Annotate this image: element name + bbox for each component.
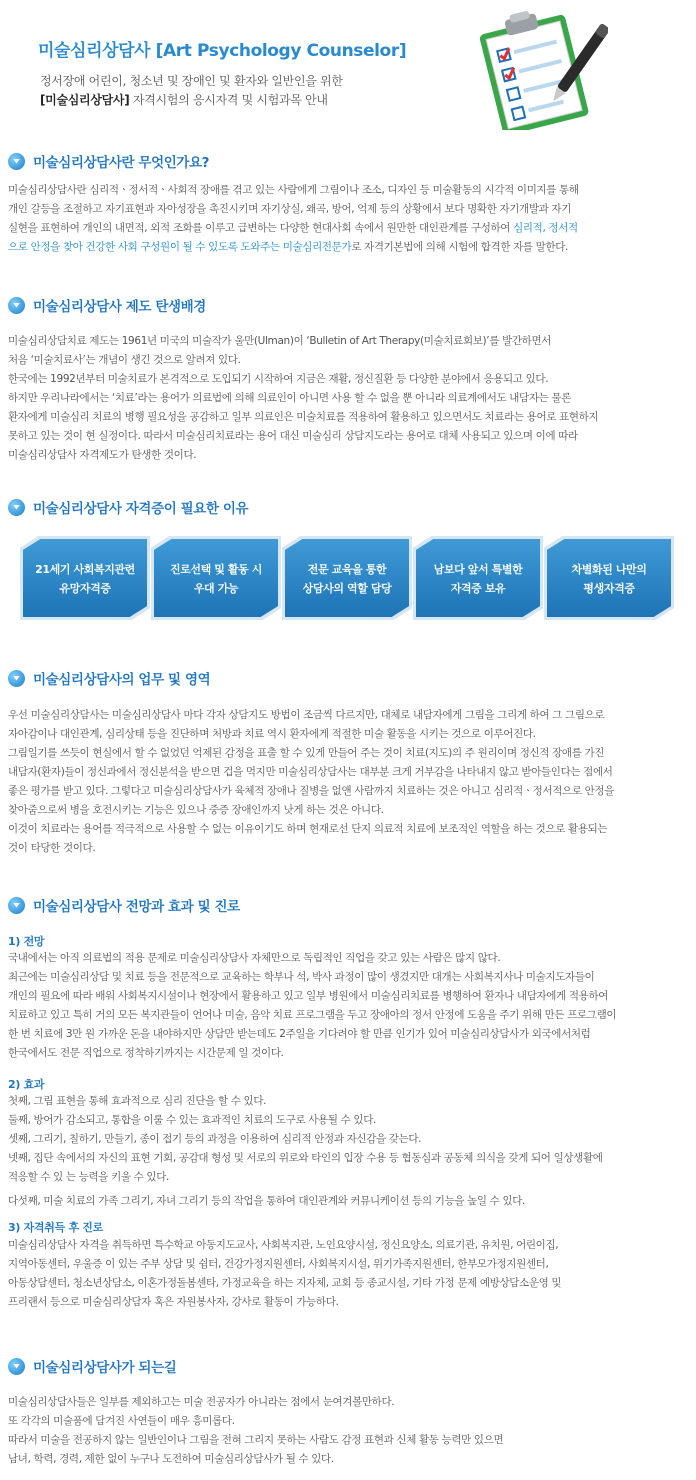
reason-card-line: 자격증 보유 [450, 582, 506, 595]
text-line: 미술심리상담사 자격을 취득하면 특수학교 아동지도교사, 사회복지관, 노인요양시설, 정신요양소, 의료기관, 유치원, 어린이집, [8, 1239, 559, 1251]
text-line [8, 238, 690, 257]
section-header-work [8, 668, 210, 688]
text-line: 또 각각의 미술품에 담겨진 사연들이 매우 흥미롭다. [8, 1415, 235, 1427]
reason-card [151, 536, 281, 620]
subtitle-bold-label: [미술심리상담사] [40, 93, 130, 107]
section-header-reasons [8, 497, 248, 517]
reason-card [544, 536, 674, 620]
section-header-what [8, 151, 209, 171]
text-line: 한국에는 1992년부터 미술치료가 본격적으로 도입되기 시작하여 지금은 재활, 정신질환 등 다양한 분야에서 응용되고 있다. [8, 373, 549, 385]
subsection-body-outlook [8, 949, 690, 1063]
text-line: 하지만 우리나라에서는 ‘치료’라는 용어가 의료법에 의해 의료인이 아니면 사용 할 수 없을 뿐 아니라 의료계에서도 내담자는 물론 [8, 392, 572, 404]
reason-card-line: 차별화된 나만의 [571, 563, 647, 576]
text-line: 미술심리상담사들은 일부를 제외하고는 미술 전공자가 아니라는 점에서 눈여겨볼만하다. [8, 1396, 395, 1408]
reason-card-line: 남보다 앞서 특별한 [433, 563, 523, 576]
subtitle-rest: 자격시험의 응시자격 및 시험과목 안내 [129, 93, 328, 107]
text-line: 개인 갈등을 조절하고 자기표현과 자아성장을 촉진시키며 자기상실, 왜곡, 방어, 억제 등의 상황에서 보다 명확한 자기개발과 자기 [8, 203, 572, 215]
section-body-work [8, 706, 690, 858]
section-title: 미술심리상담사란 무엇인가요? [33, 155, 210, 171]
text-line: 미술심리상담사 자격제도가 탄생한 것이다. [8, 449, 197, 461]
subsection-title: 2) 효과 [8, 1078, 45, 1091]
text-line: 처음 ‘미술치료사’는 개념이 생긴 것으로 알려져 있다. [8, 354, 241, 366]
section-header-background [8, 295, 206, 315]
subsection-body-effects [8, 1092, 690, 1211]
text-line: 그림일기를 쓰듯이 현실에서 할 수 없었던 억제된 감정을 표출 할 수 있게 만들어 주는 것이 치료(지도)의 주 원리이며 정신적 장애를 가진 [8, 747, 605, 759]
section-title: 미술심리상담사의 업무 및 영역 [33, 672, 211, 688]
section-title: 미술심리상담사 제도 탄생배경 [33, 299, 206, 315]
text-line: 미술심리상담사란 심리적ㆍ정서적ㆍ사회적 장애를 겪고 있는 사람에게 그림이나 조소, 디자인 등 미술활동의 시각적 이미지를 통해 [8, 184, 579, 196]
reason-card-line: 진로선택 및 활동 시 [169, 563, 263, 576]
text-line: 따라서 미술을 전공하지 않는 일반인이나 그림을 전혀 그리지 못하는 사람도 감정 표현과 신체 활동 능력만 있으면 [8, 1434, 504, 1446]
text-line: 둘째, 방어가 감소되고, 통합을 이룰 수 있는 효과적인 치료의 도구로 사용될 수 있다. [8, 1114, 376, 1126]
highlight-text: 심리적, 정서적 [513, 222, 578, 234]
text-line: 적응할 수 있 는 능력을 키울 수 있다. [8, 1171, 170, 1183]
text-line: 다섯째, 미술 치료의 가족 그리기, 자녀 그리기 등의 작업을 통하여 대인관계와 커뮤니케이션 등의 기능을 높일 수 있다. [8, 1195, 526, 1207]
text-line [8, 219, 690, 238]
text-line: 프리랜서 등으로 미술심리상담자 혹은 자원봉사자, 강사로 활동이 가능하다. [8, 1296, 339, 1308]
text-line: 것이 타당한 것이다. [8, 842, 96, 854]
section-body-path [8, 1393, 690, 1469]
page-header [0, 0, 696, 130]
section-header-outlook [8, 895, 240, 915]
reason-card-line: 상담사의 역할 담당 [302, 582, 392, 595]
text-line: 못하고 있는 것이 현 실정이다. 따라서 미술심리치료라는 용어 대신 미술심리 상담지도라는 용어로 대체 사용되고 있으며 이에 따라 [8, 430, 578, 442]
subsection-title: 3) 자격취득 후 진로 [8, 1221, 103, 1234]
text-line: 한국에서도 전문 직업으로 정착하기까지는 시간문제 일 것이다. [8, 1047, 284, 1059]
text-segment: 실현을 표현하여 개인의 내면적, 외적 조화를 이루고 급변하는 다양한 현대사회 속에서 원만한 대인관계를 구성하여 [8, 222, 514, 234]
reason-card-line: 우대 가능 [193, 582, 239, 595]
highlight-text: 으로 안정을 찾아 건강한 사회 구성원이 될 수 있도록 도와주는 미술심리전문가 [8, 241, 352, 253]
section-bullet-icon [8, 153, 25, 170]
text-line: 넷째, 집단 속에서의 자신의 표현 기회, 공감대 형성 및 서로의 위로와 타인의 입장 수용 등 협동심과 공동체 의식을 갖게 되어 일상생활에 [8, 1152, 603, 1164]
text-line: 첫째, 그림 표현을 통해 효과적으로 심리 진단을 할 수 있다. [8, 1095, 267, 1107]
section-title: 미술심리상담사가 되는길 [33, 1360, 177, 1376]
text-line: 셋째, 그리기, 칠하기, 만들기, 종이 접기 등의 과정을 이용하여 심리적 안정과 자신감을 갖는다. [8, 1133, 422, 1145]
section-bullet-icon [8, 499, 25, 516]
reason-card [413, 536, 543, 620]
page-title: 미술심리상담사 [Art Psychology Counselor] [38, 41, 407, 61]
section-bullet-icon [8, 1358, 25, 1375]
reason-card-line: 21세기 사회복지관련 [35, 563, 135, 576]
page-subtitle-line2 [40, 91, 328, 108]
text-line: 자아감이나 대인관계, 심리상태 등을 진단하며 처방과 치료 역시 환자에게 적절한 미술 활동을 시키는 것으로 이루어진다. [8, 728, 536, 740]
subsection-body-careers [8, 1236, 690, 1312]
text-line: 치료하고 있고 특히 거의 모든 복지관들이 언어나 미술, 음악 치료 프로그램을 두고 장애아의 정서 안정에 도움을 주기 위해 만든 프로그램이 [8, 1009, 617, 1021]
text-line: 찾아줌으로써 병을 호전시키는 기능은 있으나 중증 장애인까지 낫게 하는 것은 아니다. [8, 804, 384, 816]
text-line: 한 번 치료에 3만 원 가까운 돈을 내야하지만 상담만 받는데도 2주일을 기다려야 할 만큼 인기가 있어 미술심리상담사가 외국에서처럼 [8, 1028, 591, 1040]
section-body-background [8, 332, 690, 465]
section-title: 미술심리상담사 자격증이 필요한 이유 [33, 501, 249, 517]
text-line: 우선 미술심리상담사는 미술심리상담사 마다 각자 상담지도 방법이 조금씩 다르지만, 대체로 내담자에게 그림을 그리게 하여 그 그림으로 [8, 709, 605, 721]
section-bullet-icon [8, 670, 25, 687]
subsection-title: 1) 전망 [8, 935, 45, 948]
text-line: 남녀, 학력, 경력, 제한 없이 누구나 도전하여 미술심리상담사가 될 수 있다. [8, 1453, 334, 1465]
page-subtitle-line1: 정서장애 어린이, 청소년 및 장애인 및 환자와 일반인을 위한 [40, 74, 343, 88]
section-title: 미술심리상담사 전망과 효과 및 진로 [33, 899, 240, 915]
section-header-path [8, 1356, 176, 1376]
section-bullet-icon [8, 897, 25, 914]
reason-card-line: 유망자격증 [59, 582, 111, 595]
text-line: 미술심리상담치료 제도는 1961년 미국의 미술작가 울만(Ulman)이 ‘Bulletin of Art Therapy(미술치료회보)’를 발간하면서 [8, 335, 552, 347]
text-line: 개인의 필요에 따라 배워 사회복지시설이나 현장에서 활용하고 있고 일부 병원에서 미술심리치료를 병행하여 환자나 내담자에게 적용하여 [8, 990, 609, 1002]
text-line: 내담자(환자)들이 정신과에서 정신분석을 받으면 겁을 먹지만 미술심리상담사는 대부분 크게 거부감을 나타내지 않고 받아들인다는 점에서 [8, 766, 613, 778]
reason-card-line: 전문 교육을 통한 [307, 563, 387, 576]
reason-card [20, 536, 150, 620]
reason-card-line: 평생자격증 [583, 582, 635, 595]
section-bullet-icon [8, 297, 25, 314]
text-line: 이것이 치료라는 용어를 적극적으로 사용할 수 없는 이유이기도 하며 현재로선 단지 의료적 치료에 보조적인 역할을 하는 것으로 활용되는 [8, 823, 608, 835]
text-line: 국내에서는 아직 의료법의 적용 문제로 미술심리상담사 자체만으로 독립적인 직업을 갖고 있는 사람은 많지 않다. [8, 952, 501, 964]
text-line: 최근에는 미술심리상담 및 치료 등을 전문적으로 교육하는 학부나 석, 박사 과정이 많이 생겼지만 대개는 사회복지사나 미술지도자들이 [8, 971, 595, 983]
section-body-what [8, 181, 690, 257]
text-line: 지역아동센터, 우울증 이 있는 주부 상담 및 쉼터, 건강가정지원센터, 사회복지시설, 위기가족지원센터, 한부모가정지원센터, [8, 1258, 549, 1270]
text-line: 좋은 평가를 받고 있다. 그렇다고 미술심리상담사가 육체적 장애나 질병을 없앤 사람까지 치료하는 것은 아니고 심리적ㆍ정서적으로 안정을 [8, 785, 615, 797]
text-segment: 로 자격기본법에 의해 시험에 합격한 자를 말한다. [351, 241, 569, 253]
clipboard-checklist-pen-icon [468, 4, 608, 130]
reason-cards [20, 536, 680, 620]
text-line: 아동상담센터, 청소년상담소, 이혼가정돌봄센타, 가정교육을 하는 지자체, 교회 등 종교시설, 기타 가정 문제 예방상담소운영 및 [8, 1277, 562, 1289]
reason-card [282, 536, 412, 620]
text-line: 환자에게 미술심리 치료의 병행 필요성을 공감하고 일부 의료인은 미술치료를 적용하여 활용하고 있으면서도 치료라는 용어로 표현하지 [8, 411, 599, 423]
